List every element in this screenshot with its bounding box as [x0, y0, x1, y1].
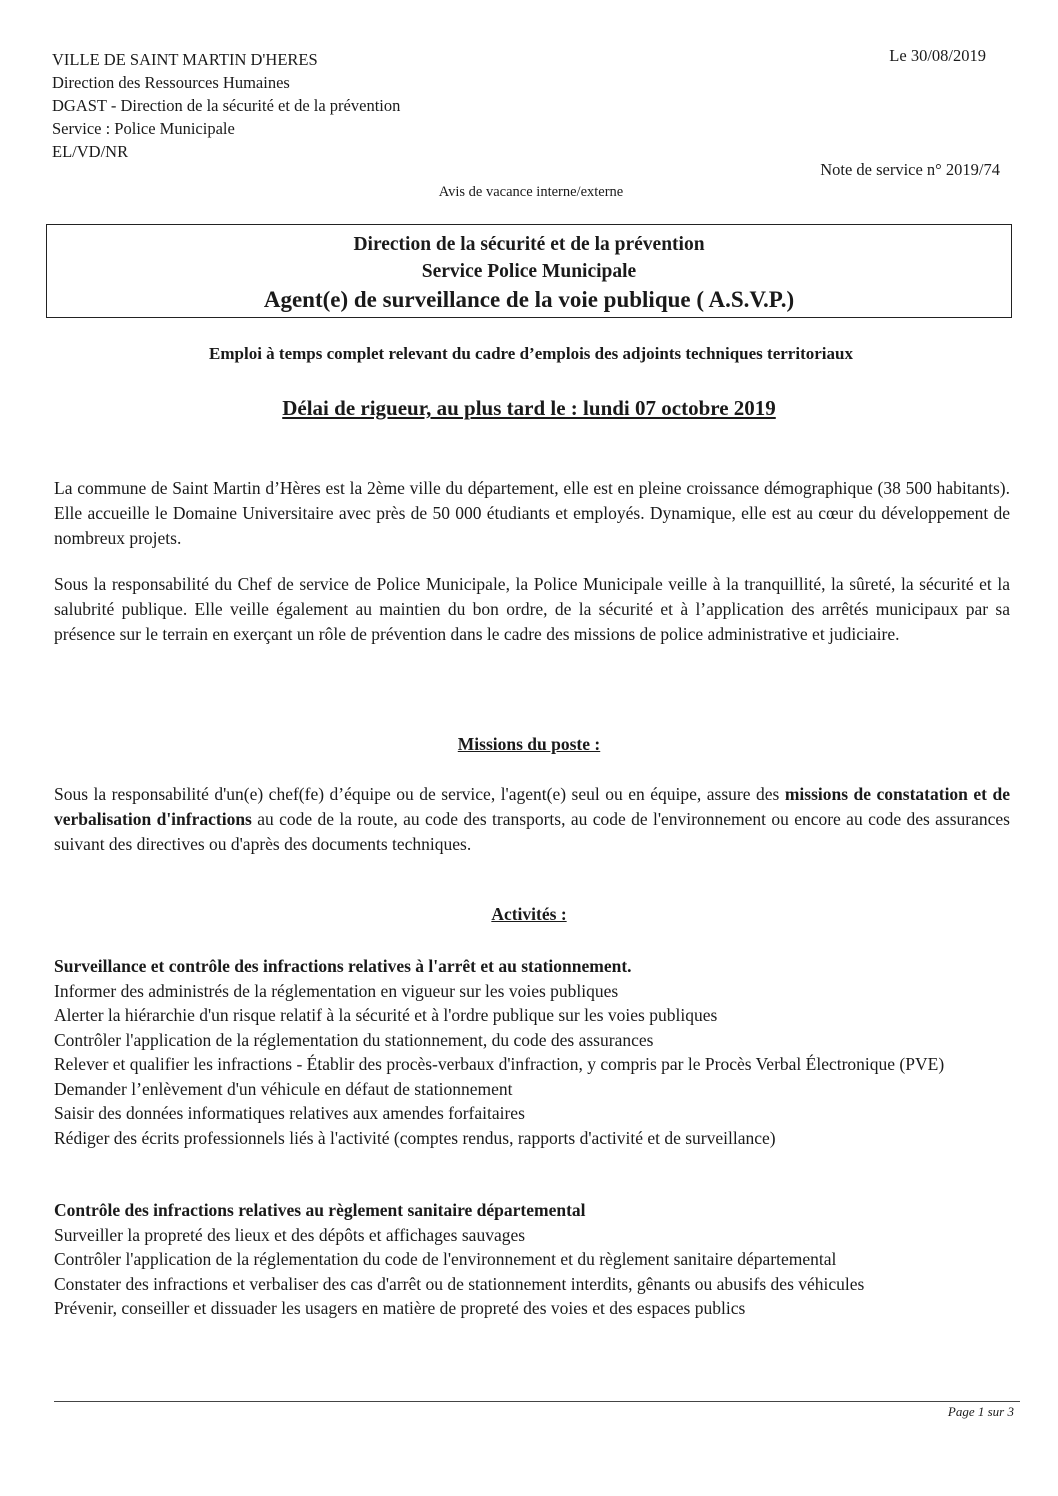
issuer-block [52, 48, 400, 163]
title-service: Service Police Municipale [421, 261, 637, 282]
activity-item: Surveiller la propreté des lieux et des dépôts et affichages sauvages [54, 1224, 526, 1245]
missions-paragraph [54, 782, 1010, 857]
activity-item: Demander l’enlèvement d'un véhicule en défaut de stationnement [54, 1078, 513, 1099]
activity-group-heading: Surveillance et contrôle des infractions relatives à l'arrêt et au stationnement. [54, 956, 632, 976]
missions-text-end: au code de la route, au code des transports, au code de l'environnement ou encore au code des assurances suivant des directives ou d'après des documents techniques. [54, 809, 1010, 854]
activity-item: Constater des infractions et verbaliser des cas d'arrêt ou de stationnement interdits, gênants ou abusifs des véhicules [54, 1273, 865, 1294]
activity-item: Prévenir, conseiller et dissuader les usagers en matière de propreté des voies et des espaces publics [54, 1298, 746, 1318]
document-date: Le 30/08/2019 [889, 46, 986, 65]
activity-item: Informer des administrés de la réglementation en vigueur sur les voies publiques [54, 980, 619, 1001]
activity-group-parking [54, 954, 1010, 1150]
title-direction: Direction de la sécurité et de la prévention [353, 234, 705, 255]
activity-item: Saisir des données informatiques relatives aux amendes forfaitaires [54, 1103, 525, 1123]
issuer-city: VILLE DE SAINT MARTIN D'HERES [52, 50, 318, 69]
missions-text-start: Sous la responsabilité d'un(e) chef(fe) d’équipe ou de service, l'agent(e) seul ou en équipe, assure des [54, 784, 785, 804]
issuer-direction: DGAST - Direction de la sécurité et de la prévention [52, 96, 401, 115]
title-box [46, 224, 1012, 318]
employment-type: Emploi à temps complet relevant du cadre d’emplois des adjoints techniques territoriaux [209, 344, 853, 363]
activity-item: Rédiger des écrits professionnels liés à l'activité (comptes rendus, rapports d'activité et de surveillance) [54, 1127, 776, 1148]
activity-item: Alerter la hiérarchie d'un risque relatif à la sécurité et à l'ordre publique sur les voies publiques [54, 1005, 718, 1025]
issuer-service: Service : Police Municipale [52, 119, 235, 138]
activity-item: Relever et qualifier les infractions - Établir des procès-verbaux d'infraction, y compris par le Procès Verbal Électronique (PVE) [54, 1054, 945, 1074]
page-number: Page 1 sur 3 [947, 1404, 1014, 1419]
activities-heading: Activités : [491, 904, 567, 924]
issuer-reference: EL/VD/NR [52, 142, 129, 161]
note-number: Note de service n° 2019/74 [820, 160, 1000, 179]
intro-paragraph-police: Sous la responsabilité du Chef de service de Police Municipale, la Police Municipale veille à la tranquillité, la sûreté, la sécurité et la salubrité publique. Elle veille également au maintien du bon ordre, de la sécurité et à l’application des arrêtés municipaux par sa présence sur le terrain en exerçant un rôle de prévention dans le cadre des missions de police administrative et judiciaire. [54, 574, 1010, 644]
intro-paragraph-city: La commune de Saint Martin d’Hères est la 2ème ville du département, elle est en pleine croissance démographique (38 500 habitants). Elle accueille le Domaine Universitaire avec près de 50 000 étudiants et employés. Dynamique, elle est au cœur du développement de nombreux projets. [54, 478, 1010, 548]
title-position: Agent(e) de surveillance de la voie publique ( A.S.V.P.) [263, 287, 795, 312]
missions-text-bold: missions de constatation et de verbalisation d'infractions [54, 784, 1010, 829]
activity-item: Contrôler l'application de la réglementation du stationnement, du code des assurances [54, 1029, 654, 1050]
activity-item: Contrôler l'application de la réglementation du code de l'environnement et du règlement sanitaire départemental [54, 1249, 837, 1269]
activity-group-heading: Contrôle des infractions relatives au règlement sanitaire départemental [54, 1200, 586, 1220]
deadline: Délai de rigueur, au plus tard le : lundi 07 octobre 2019 [282, 396, 776, 420]
missions-heading: Missions du poste : [457, 734, 601, 754]
activity-group-sanitary [54, 1198, 1010, 1321]
footer-rule [54, 1401, 1020, 1402]
issuer-department: Direction des Ressources Humaines [52, 73, 290, 92]
vacancy-notice-label: Avis de vacance interne/externe [438, 184, 624, 200]
